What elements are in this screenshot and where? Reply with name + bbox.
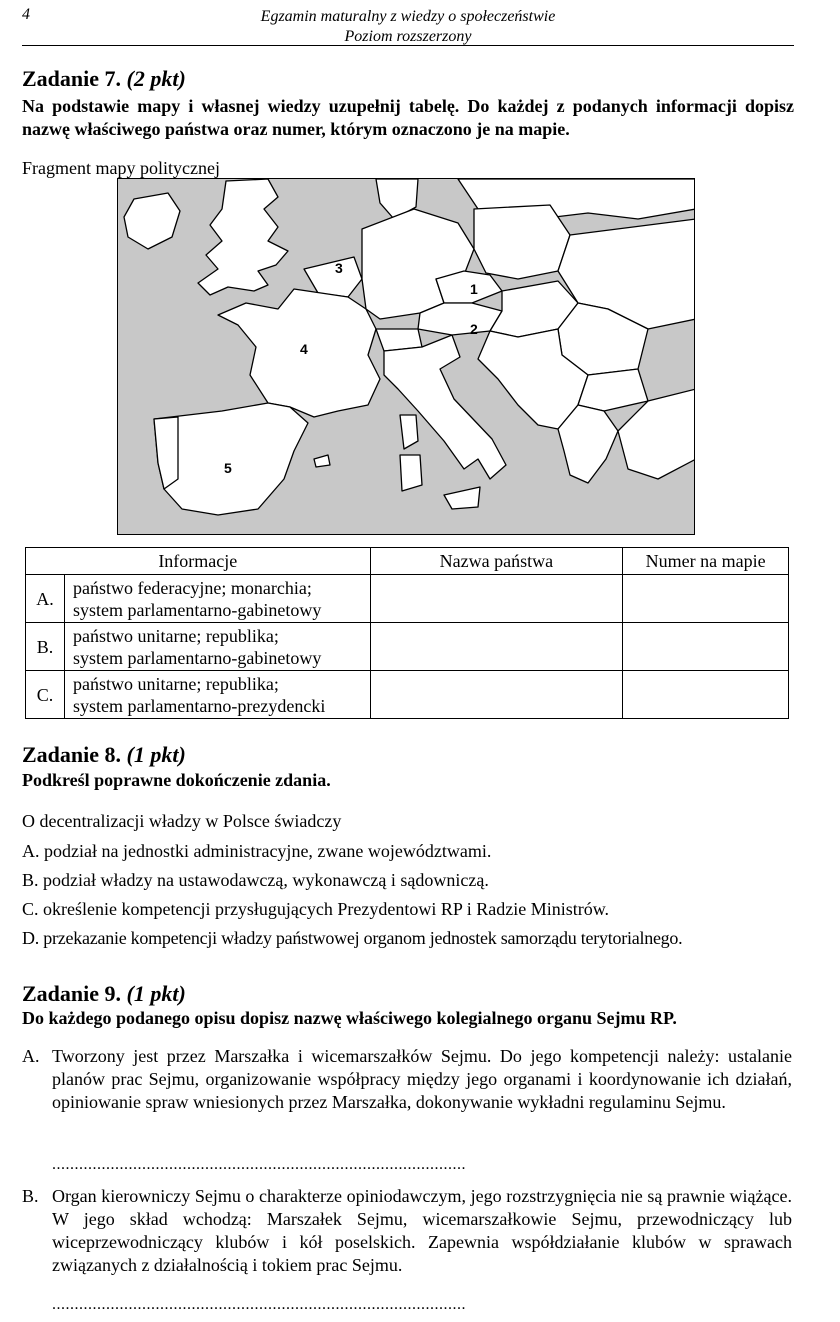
map-portugal	[154, 417, 178, 489]
task7-title	[22, 66, 186, 92]
task8-option-b[interactable]: B. podział władzy na ustawodawczą, wykonawczą i sądowniczą.	[22, 870, 489, 890]
europe-political-map	[117, 178, 695, 535]
table-header-row	[26, 548, 789, 575]
map-caption: Fragment mapy politycznej	[22, 158, 220, 178]
map-number-2: 2	[470, 321, 478, 337]
map-great-britain	[198, 179, 288, 295]
map-benelux	[304, 257, 362, 297]
task9-label: Zadanie 9.	[22, 981, 122, 1006]
task9-instruction: Do każdego podanego opisu dopisz nazwę właściwego kolegialnego organu Sejmu RP.	[22, 1008, 677, 1028]
task8-stem: O decentralizacji władzy w Polsce świadczy	[22, 811, 342, 831]
row-letter: A.	[26, 575, 65, 623]
header-numer: Numer na mapie	[623, 548, 789, 575]
table-row	[26, 575, 789, 623]
task8-option-c[interactable]: C. określenie kompetencji przysługujących Prezydentowi RP i Radzie Ministrów.	[22, 899, 610, 919]
map-number-3: 3	[335, 260, 343, 276]
map-france	[218, 289, 380, 417]
task7-table	[25, 547, 789, 719]
row-info-line1: państwo federacyjne; monarchia;	[72, 577, 312, 598]
task8-instruction: Podkreśl poprawne dokończenie zdania.	[22, 770, 331, 790]
task7-points: (2 pkt)	[126, 66, 186, 91]
header-informacje: Informacje	[26, 548, 371, 575]
map-czech	[436, 271, 502, 303]
item-text: Organ kierowniczy Sejmu o charakterze opiniodawczym, jego rozstrzygnięcia nie są prawnie wiążące. W jego skład wchodzą: Marszałek Sejmu, wicemarszałkowie Sejmu, przewodniczący lub wiceprzewodniczący klubów i kół poselskich. Zapewnia współdziałanie klubów w sprawach związanych z działalnością i tokiem prac Sejmu.	[52, 1186, 792, 1275]
task8-title	[22, 742, 186, 768]
map-ireland	[124, 193, 180, 249]
map-number-4: 4	[300, 341, 308, 357]
row-info-line2: system parlamentarno-prezydencki	[72, 695, 326, 716]
row-letter: B.	[26, 623, 65, 671]
task9-points: (1 pkt)	[126, 981, 186, 1006]
task8-option-a[interactable]: A. podział na jednostki administracyjne, zwane województwami.	[22, 841, 492, 861]
answer-name-cell[interactable]	[370, 623, 623, 671]
answer-number-cell[interactable]	[623, 623, 789, 671]
row-info	[64, 623, 370, 671]
item-text: Tworzony jest przez Marszałka i wicemarszałków Sejmu. Do jego kompetencji należy: ustalanie planów prac Sejmu, organizowanie współpracy między jego organami i koordynowanie ich działań, opiniowanie spraw wniesionych przez Marszałka, dokonywanie wykładni regulaminu Sejmu.	[52, 1046, 792, 1112]
row-info-line1: państwo unitarne; republika;	[72, 625, 279, 646]
row-info	[64, 575, 370, 623]
header-title	[22, 7, 794, 47]
row-info-line2: system parlamentarno-gabinetowy	[72, 599, 322, 620]
task7-label: Zadanie 7.	[22, 66, 122, 91]
row-info-line2: system parlamentarno-gabinetowy	[72, 647, 322, 668]
task9-answer-a[interactable]: ............................................................................................	[52, 1156, 466, 1173]
row-info-line1: państwo unitarne; republika;	[72, 673, 279, 694]
page-header	[22, 6, 794, 46]
task9-item-a	[22, 1045, 792, 1114]
answer-name-cell[interactable]	[370, 671, 623, 719]
task7-instruction: Na podstawie mapy i własnej wiedzy uzupełnij tabelę. Do każdej z podanych informacji dopisz nazwę właściwego państwa oraz numer, którym oznaczono je na mapie.	[22, 96, 794, 139]
answer-number-cell[interactable]	[623, 671, 789, 719]
task9-answer-b[interactable]: ............................................................................................	[52, 1296, 466, 1313]
item-letter: A.	[22, 1046, 40, 1066]
map-number-1: 1	[470, 281, 478, 297]
task9-item-b	[22, 1185, 792, 1277]
header-nazwa: Nazwa państwa	[370, 548, 623, 575]
task8-label: Zadanie 8.	[22, 742, 122, 767]
map-poland	[474, 205, 570, 279]
task8-points: (1 pkt)	[126, 742, 186, 767]
answer-number-cell[interactable]	[623, 575, 789, 623]
map-graphic	[118, 179, 695, 535]
header-title-line1: Egzamin maturalny z wiedzy o społeczeństwie	[260, 8, 556, 25]
map-number-5: 5	[224, 460, 232, 476]
row-info	[64, 671, 370, 719]
row-letter: C.	[26, 671, 65, 719]
item-letter: B.	[22, 1186, 39, 1206]
table-row	[26, 623, 789, 671]
task8-option-d[interactable]: D. przekazanie kompetencji władzy państwowej organom jednostek samorządu terytorialnego.	[22, 928, 683, 948]
page-number: 4	[22, 6, 30, 23]
answer-name-cell[interactable]	[370, 575, 623, 623]
task9-title	[22, 981, 186, 1007]
table-row	[26, 671, 789, 719]
header-title-line2: Poziom rozszerzony	[344, 28, 472, 45]
